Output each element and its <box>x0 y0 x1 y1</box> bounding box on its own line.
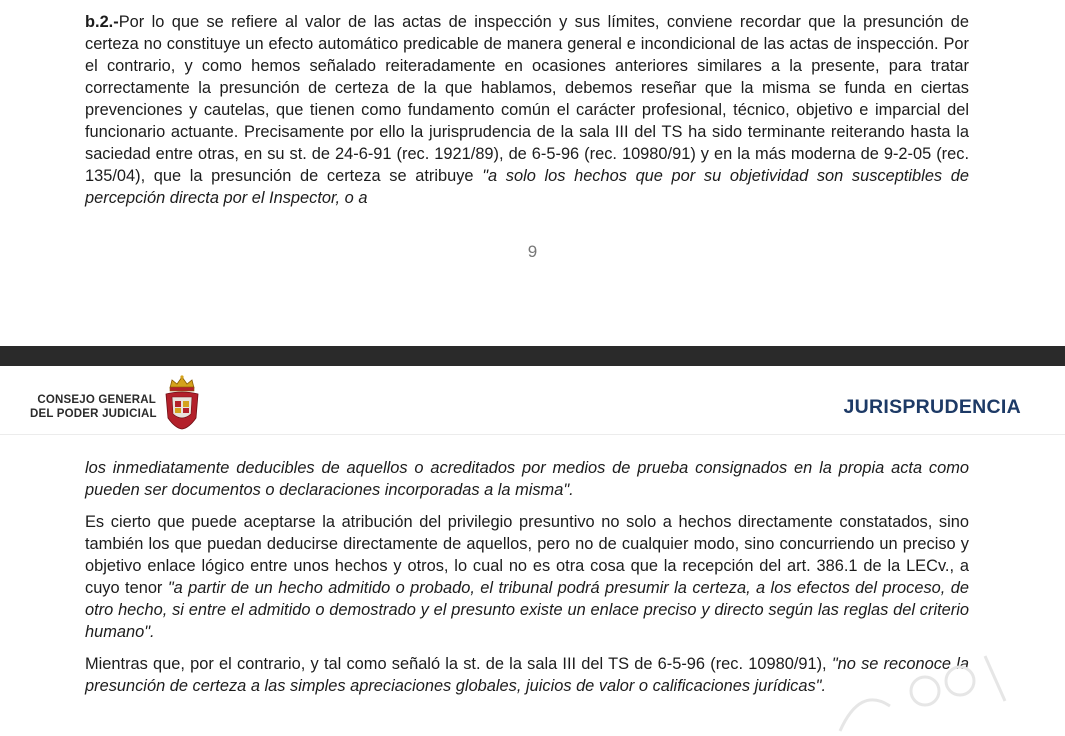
paragraph-quote: "a solo los hechos que por su objetividad son susceptibles de percepción directa por el Inspector, o a <box>85 167 969 207</box>
section-title: JURISPRUDENCIA <box>843 396 1021 418</box>
paragraph-label: b.2.- <box>85 13 119 31</box>
paragraph-body: Por lo que se refiere al valor de las actas de inspección y sus límites, conviene recordar que la presunción de certeza no constituye un efecto automático predicable de manera general e incondicional de las actas de inspección. Por el contrario, y como hemos señalado reiteradamente en ocasiones anteriores similares a la presente, para tratar correctamente la presunción de certeza de la que hablamos, debemos reseñar que la misma se funda en ciertas prevenciones y cautelas, que tienen como fundamento común el carácter profesional, técnico, objetivo e imparcial del funcionario actuante. Precisamente por ello la jurisprudencia de la sala III del TS ha sido terminante reiterando hasta la saciedad entre otras, en su st. de 24-6-91 (rec. 1921/89), de 6-5-96 (rec. 10980/91) y en la más moderna de 9-2-05 (rec. 135/04), que la presunción de certeza se atribuye <box>85 13 969 185</box>
document-page-9 <box>0 0 1065 346</box>
quote-text: los inmediatamente deducibles de aquellos o acreditados por medios de prueba consignados en la propia acta como pueden ser documentos o declaraciones incorporadas a la misma". <box>85 459 969 499</box>
page-header <box>0 366 1065 435</box>
paragraph-body: Es cierto que puede aceptarse la atribución del privilegio presuntivo no solo a hechos directamente constatados, sino también los que puedan deducirse directamente de aquellos, pero no de cualquier modo, sino concurriendo un preciso y objetivo enlace lógico entre unos hechos y otros, lo cual no es otra cosa que la recepción del art. 386.1 de la LECv., a cuyo tenor <box>85 513 969 597</box>
paragraph-presumption <box>85 511 969 643</box>
paragraph-b2 <box>85 11 969 209</box>
organization-name <box>30 393 156 421</box>
cgpj-emblem-icon <box>161 374 203 430</box>
paragraph-quote: "a partir de un hecho admitido o probado, el tribunal podrá presumir la certeza, a los efectos del proceso, de otro hecho, si entre el admitido o demostrado y el presunto existe un enlace preciso y directo según las reglas del criterio humano". <box>85 579 969 641</box>
watermark-icon <box>830 646 1010 736</box>
page-separator <box>0 346 1065 366</box>
org-line-1: CONSEJO GENERAL <box>37 394 156 406</box>
paragraph-quote-continued <box>85 457 969 501</box>
org-line-2: DEL PODER JUDICIAL <box>30 408 157 420</box>
paragraph-quote: "no se reconoce la presunción de certeza a las simples apreciaciones globales, juicios de valor o calificaciones jurídicas". <box>85 655 969 695</box>
page-number: 9 <box>527 242 538 261</box>
paragraph-body: Mientras que, por el contrario, y tal como señaló la st. de la sala III del TS de 6-5-96 (rec. 10980/91), <box>85 655 832 673</box>
